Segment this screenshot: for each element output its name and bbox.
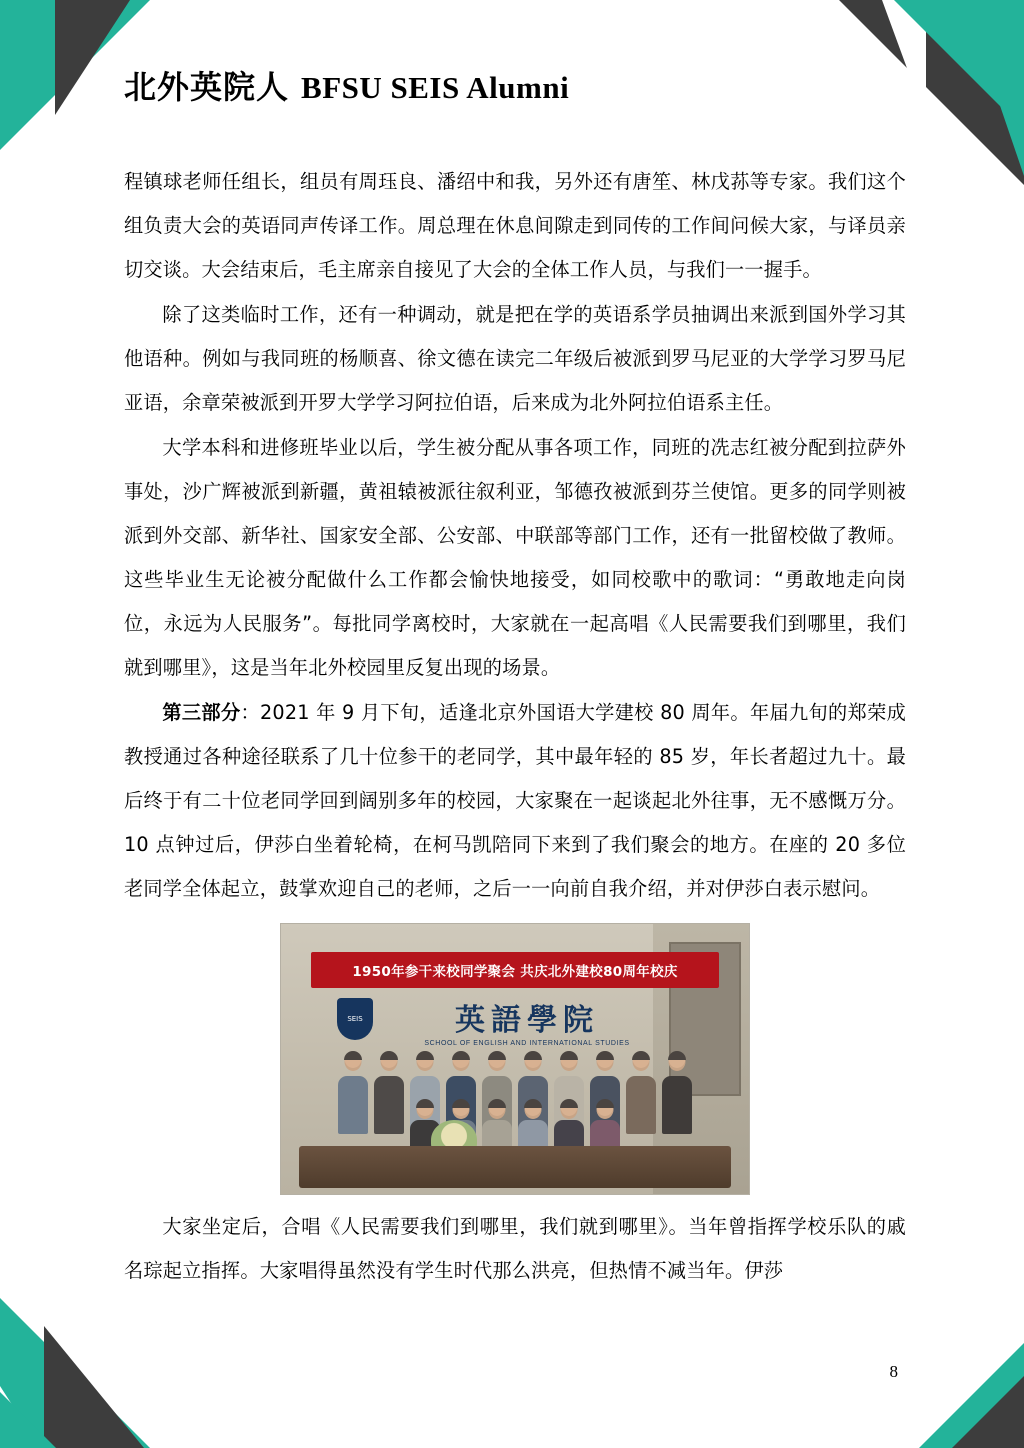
photo-school-crest: SEIS	[337, 998, 373, 1040]
corner-decoration-bottom-left-dark	[44, 1326, 144, 1448]
corner-decoration-bottom-left-teal	[0, 1298, 150, 1448]
photo-sign-chinese: 英語學院	[455, 1003, 599, 1038]
corner-decoration-top-right-teal	[894, 0, 1024, 130]
corner-decoration-bottom-right-teal	[919, 1343, 1024, 1448]
corner-decoration-bottom-right-dark	[952, 1376, 1024, 1448]
photo-red-banner	[311, 952, 719, 988]
corner-decoration-top-right-teal-band	[964, 0, 1024, 176]
page-title-english: BFSU SEIS Alumni	[301, 70, 570, 105]
paragraph-3: 大学本科和进修班毕业以后，学生被分配从事各项工作，同班的冼志红被分配到拉萨外事处，沙广辉被派到新疆，黄祖辕被派往叙利亚，邹德孜被派到芬兰使馆。更多的同学则被派到外交部、新华社、国家安全部、公安部、中联部等部门工作，还有一批留校做了教师。这些毕业生无论被分配做什么工作都会愉快地接受，如同校歌中的歌词：“勇敢地走向岗位，永远为人民服务”。每批同学离校时，大家就在一起高唱《人民需要我们到哪里，我们就到哪里》，这是当年北外校园里反复出现的场景。	[124, 436, 906, 679]
photo-sign-english: SCHOOL OF ENGLISH AND INTERNATIONAL STUDIES	[424, 1040, 630, 1047]
corner-decoration-bottom-left-white	[0, 1386, 40, 1448]
page-title	[124, 62, 900, 108]
section-label: 第三部分	[162, 701, 241, 724]
corner-decoration-bottom-left-teal-small	[0, 1392, 56, 1448]
page-header	[124, 62, 900, 132]
photo-school-sign	[377, 996, 677, 1056]
paragraph-4	[124, 691, 906, 911]
paragraph-5: 大家坐定后，合唱《人民需要我们到哪里，我们就到哪里》。当年曾指挥学校乐队的戚名琮起立指挥。大家唱得虽然没有学生时代那么洪亮，但热情不减当年。伊莎	[124, 1215, 906, 1282]
document-body	[124, 160, 906, 1294]
page-number: 8	[889, 1362, 898, 1381]
paragraph-2: 除了这类临时工作，还有一种调动，就是把在学的英语系学员抽调出来派到国外学习其他语种。例如与我同班的杨顺喜、徐文德在读完二年级后被派到罗马尼亚的大学学习罗马尼亚语，余章荣被派到开罗大学学习阿拉伯语，后来成为北外阿拉伯语系主任。	[124, 303, 906, 414]
paragraph-4-text: ：2021 年 9 月下旬，适逢北京外国语大学建校 80 周年。年届九旬的郑荣成教授通过各种途径联系了几十位参干的老同学，其中最年轻的 85 岁，年长者超过九十。最后终于有二十位老同学回到阔别多年的校园，大家聚在一起谈起北外往事，无不感慨万分。10 点钟过后，伊莎白坐着轮椅，在柯马凯陪同下来到了我们聚会的地方。在座的 20 多位老同学全体起立，鼓掌欢迎自己的老师，之后一一向前自我介绍，并对伊莎白表示慰问。	[124, 701, 906, 900]
photo-banner-text: 1950年参干来校同学聚会 共庆北外建校80周年校庆	[352, 964, 678, 980]
page-title-chinese: 北外英院人	[124, 68, 290, 106]
photo-image	[280, 923, 750, 1195]
paragraph-1: 程镇球老师任组长，组员有周珏良、潘绍中和我，另外还有唐笙、林戊荪等专家。我们这个组负责大会的英语同声传译工作。周总理在休息间隙走到同传的工作间问候大家，与译员亲切交谈。大会结束后，毛主席亲自接见了大会的全体工作人员，与我们一一握手。	[124, 170, 906, 281]
corner-decoration-top-left-dark	[55, 0, 130, 115]
photo-table	[299, 1146, 731, 1188]
figure-reunion-photo	[280, 923, 750, 1195]
